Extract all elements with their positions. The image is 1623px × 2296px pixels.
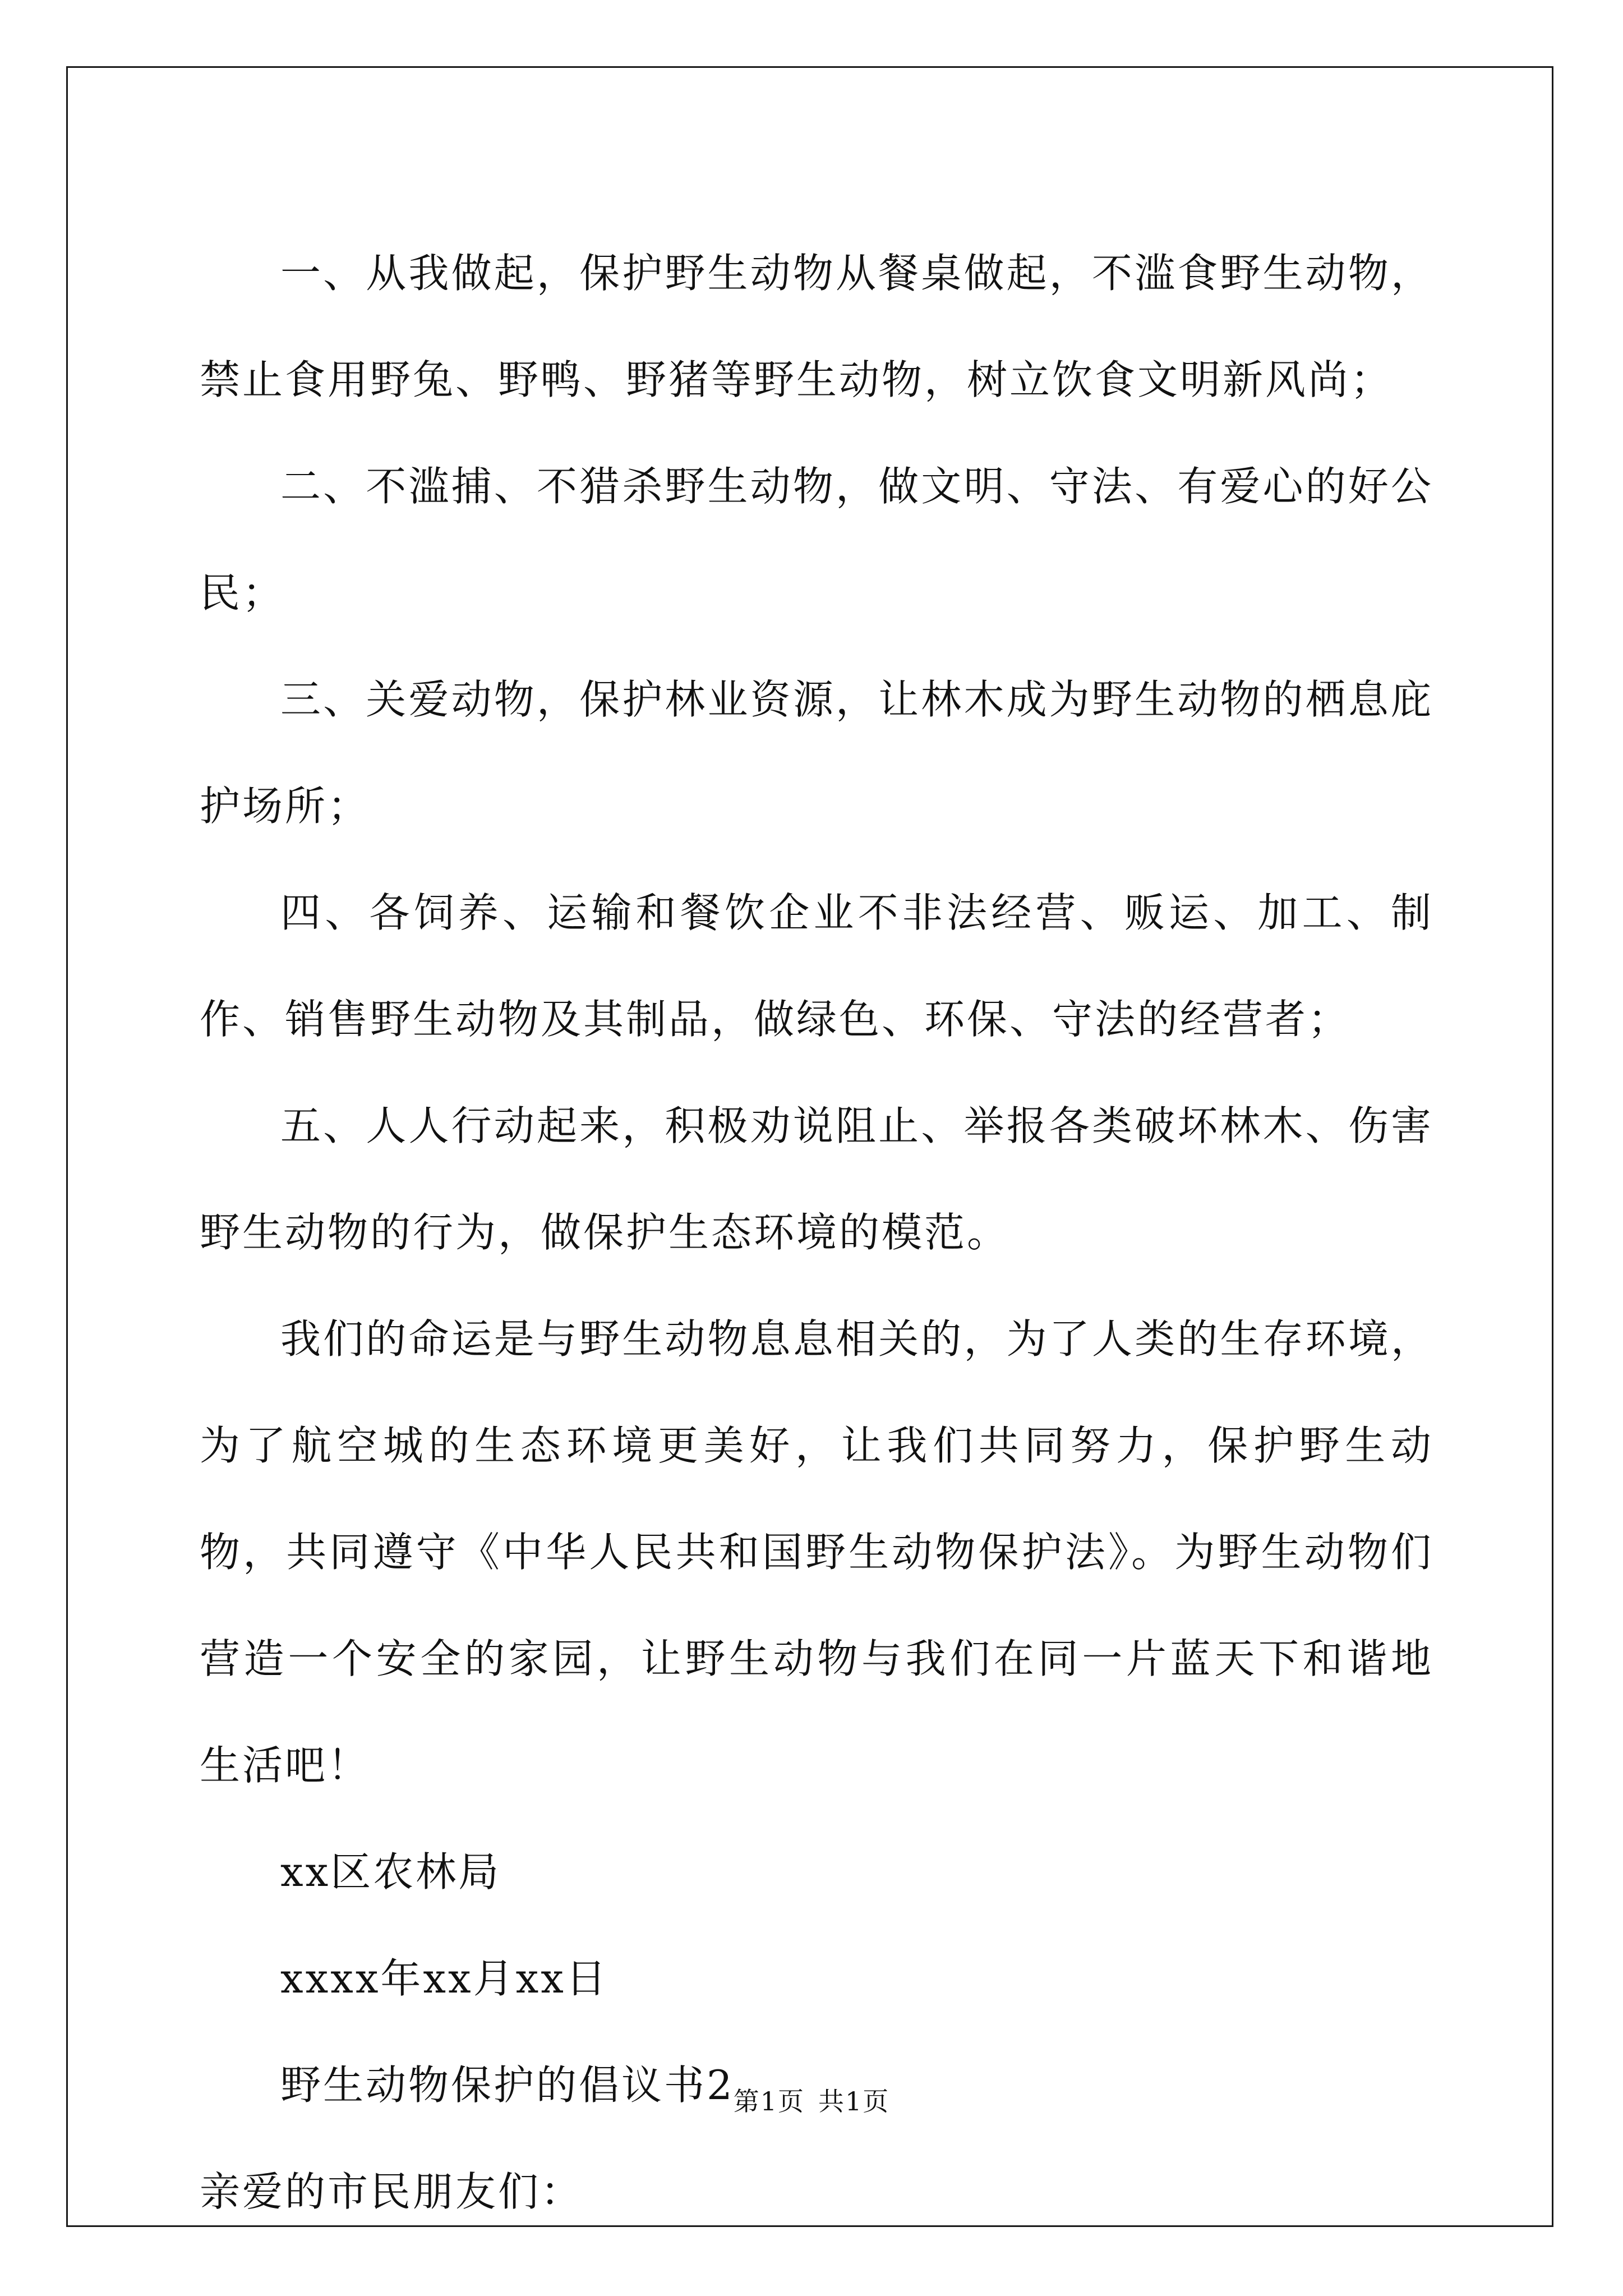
paragraph-1: 一、从我做起，保护野生动物从餐桌做起，不滥食野生动物，禁止食用野兔、野鸭、野猪等野生动物，树立饮食文明新风尚；: [200, 250, 1433, 403]
signature-date: xxxx年xx月xx日: [280, 1955, 608, 2002]
salutation: 亲爱的市民朋友们：: [200, 2168, 584, 2215]
paragraph-2: 二、不滥捕、不猎杀野生动物，做文明、守法、有爱心的好公民；: [200, 463, 1433, 616]
section-title: 野生动物保护的倡议书2: [280, 2062, 735, 2109]
page-count: 共1页: [818, 2086, 890, 2116]
document-body: [200, 220, 1433, 2245]
paragraph-5: 五、人人行动起来，积极劝说阻止、举报各类破坏林木、伤害野生动物的行为，做保护生态环境的模范。: [200, 1102, 1433, 1256]
signature-org: xx区农林局: [280, 1848, 501, 1895]
paragraph-4: 四、各饲养、运输和餐饮企业不非法经营、贩运、加工、制作、销售野生动物及其制品，做绿色、环保、守法的经营者；: [200, 889, 1433, 1043]
paragraph-3: 三、关爱动物，保护林业资源，让林木成为野生动物的栖息庇护场所；: [200, 676, 1433, 830]
paragraph-6: 我们的命运是与野生动物息息相关的，为了人类的生存环境，为了航空城的生态环境更美好，让我们共同努力，保护野生动物，共同遵守《中华人民共和国野生动物保护法》。为野生动物们营造一个安全的家园，让野生动物与我们在同一片蓝天下和谐地生活吧！: [200, 1315, 1433, 1789]
page-footer: [0, 2085, 1623, 2118]
page-number: 第1页: [733, 2086, 805, 2116]
